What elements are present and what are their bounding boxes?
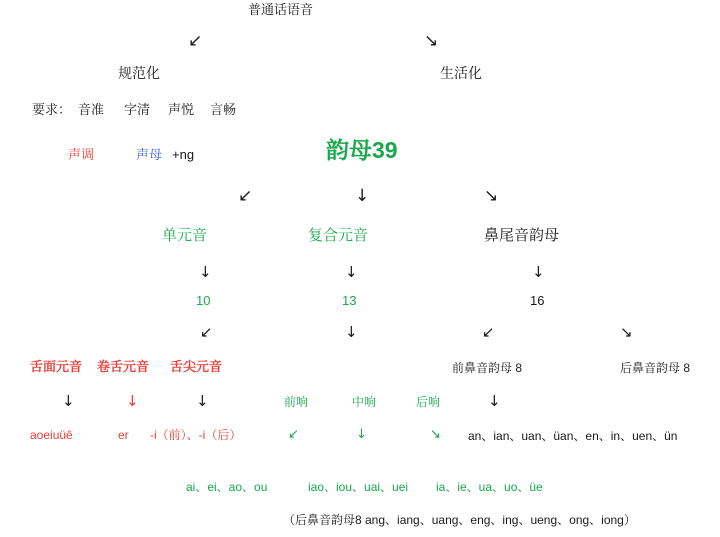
branch-standardization: 规范化 [118, 65, 160, 81]
requirement-item-0: 音准 [78, 102, 105, 117]
initial-label: 声母 [136, 147, 163, 162]
nasal-type-front: 前鼻音韵母 8 [452, 361, 523, 375]
arrow-nasal-front-to-examples: ↓ [488, 392, 501, 410]
arrow-diphthong-to-count: ↓ [345, 263, 358, 281]
diphthong-type-0: 前响 [284, 395, 309, 409]
monophthong-example-front: aoeiuüê [30, 428, 73, 442]
arrow-mid-loud-to-examples: ↓ [356, 427, 367, 442]
monophthong-type-0: 舌面元音 [30, 359, 83, 374]
diphthong-example-back-loud: ia、ie、ua、uo、üe [436, 480, 543, 494]
count-monophthong: 10 [196, 293, 211, 308]
arrow-down-left-to-standardization: ↙ [188, 31, 203, 51]
category-nasal: 鼻尾音韵母 [484, 227, 560, 244]
nasal-front-examples: an、ian、uan、üan、en、in、uen、ün [468, 429, 678, 443]
monophthong-type-1: 卷舌元音 [97, 359, 150, 374]
nasal-back-note: （后鼻音韵母8 ang、iang、uang、eng、ing、ueng、ong、iong） [283, 513, 636, 527]
arrow-front-loud-to-examples: ↙ [288, 427, 299, 442]
diphthong-example-mid-loud: iao、iou、uai、uei [308, 480, 409, 494]
arrow-back-loud-to-examples: ↘ [430, 427, 441, 442]
arrow-to-monophthong: ↙ [238, 186, 253, 206]
monophthong-type-2: 舌尖元音 [170, 359, 223, 374]
monophthong-example-retroflex: er [118, 428, 129, 442]
nasal-suffix-label: +ng [172, 147, 195, 162]
arrow-to-diphthong: ↓ [355, 186, 370, 206]
category-diphthong: 复合元音 [308, 227, 369, 244]
arrow-to-nasal: ↘ [484, 186, 499, 206]
nasal-type-back: 后鼻音韵母 8 [620, 361, 691, 375]
count-diphthong: 13 [342, 293, 357, 308]
final-heading: 韵母39 [326, 137, 398, 163]
arrow-nasal-to-back: ↘ [620, 323, 633, 341]
diphthong-type-1: 中响 [352, 395, 377, 409]
requirement-label: 要求： [32, 102, 72, 117]
branch-colloquialization: 生活化 [440, 65, 482, 81]
arrow-front-vowel-to-examples: ↓ [62, 392, 75, 410]
arrow-monophthong-to-types: ↙ [200, 323, 213, 341]
arrow-nasal-to-front: ↙ [482, 323, 495, 341]
arrow-monophthong-to-count: ↓ [199, 263, 212, 281]
requirement-item-1: 字清 [124, 102, 151, 117]
arrow-nasal-to-count: ↓ [532, 263, 545, 281]
category-monophthong: 单元音 [162, 227, 208, 244]
requirement-item-3: 言畅 [210, 102, 237, 117]
count-nasal: 16 [530, 293, 545, 308]
monophthong-example-apical: -i（前）、-i（后） [150, 428, 242, 442]
arrow-diphthong-to-types: ↓ [345, 323, 358, 341]
tone-label: 声调 [68, 147, 95, 162]
arrow-apical-to-examples: ↓ [196, 392, 209, 410]
requirement-item-2: 声悦 [168, 102, 195, 117]
diagram-title: 普通话语音 [248, 2, 314, 17]
diphthong-example-front-loud: ai、ei、ao、ou [186, 480, 268, 494]
arrow-retroflex-to-examples: ↓ [126, 392, 139, 410]
arrow-down-right-to-colloquialization: ↘ [424, 31, 439, 51]
diphthong-type-2: 后响 [416, 395, 441, 409]
